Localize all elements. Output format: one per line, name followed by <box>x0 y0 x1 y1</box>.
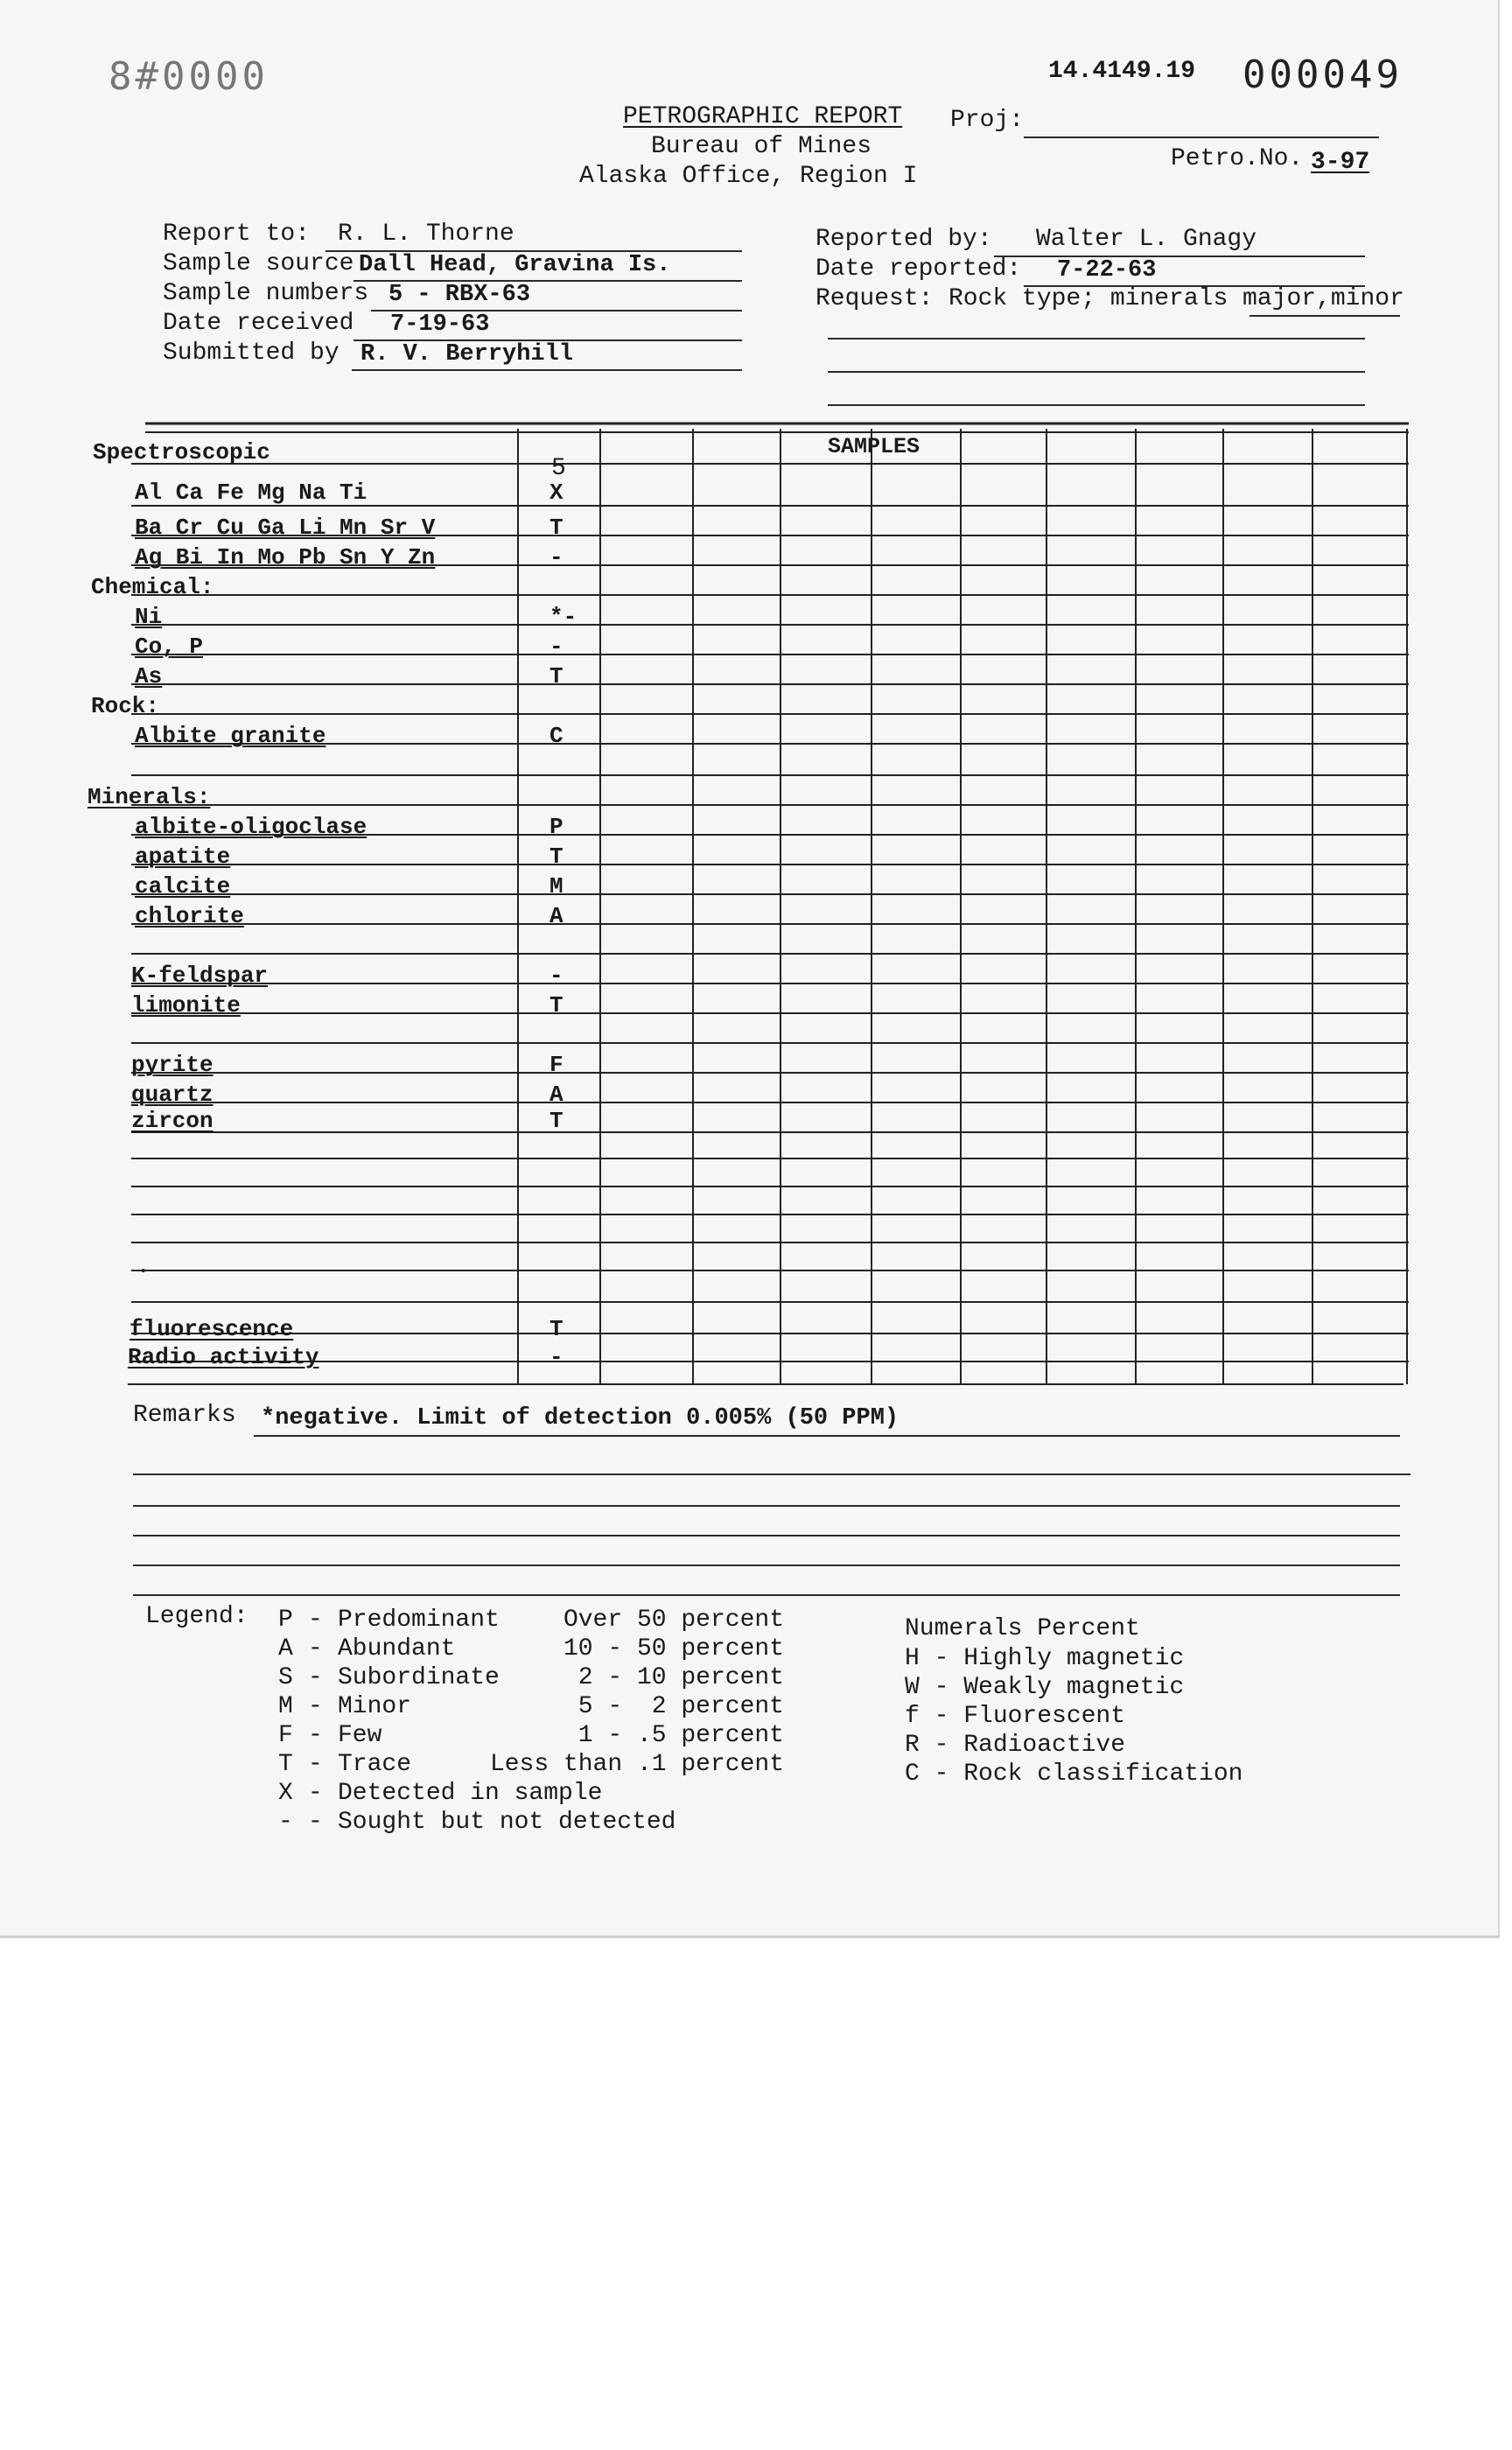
samples-header: SAMPLES <box>828 434 920 459</box>
row-label: albite-oligoclase <box>135 814 368 840</box>
reference-number: 14.4149.19 <box>1048 58 1196 85</box>
row-label: Rock: <box>91 693 160 719</box>
sample-numbers-value: 5 - RBX-63 <box>388 282 531 308</box>
row-sample-value: T <box>550 514 564 541</box>
legend-code: F <box>278 1722 293 1749</box>
row-label: Spectroscopic <box>93 439 270 466</box>
legend-right-item: R - Radioactive <box>905 1732 1126 1759</box>
row-label: . <box>136 1253 150 1279</box>
legend-name: Subordinate <box>338 1664 500 1691</box>
row-sample-value: T <box>550 663 564 690</box>
legend-name: Predominant <box>338 1606 500 1634</box>
report-to-label: Report to: <box>163 220 311 248</box>
legend-range: 2 - 10 percent <box>578 1664 784 1691</box>
legend-range: 1 - .5 percent <box>578 1722 784 1749</box>
row-label: Al Ca Fe Mg Na Ti <box>135 480 368 506</box>
stamp-left: 8#0000 <box>108 54 269 99</box>
legend-dash: - <box>308 1751 323 1778</box>
row-label: zircon <box>131 1108 214 1134</box>
row-sample-value: T <box>550 1316 564 1342</box>
legend-code: P <box>278 1606 293 1634</box>
row-label: chlorite <box>135 903 244 929</box>
legend-name: Detected in sample <box>338 1780 603 1807</box>
row-label: limonite <box>131 992 241 1018</box>
remarks-line <box>254 1435 1400 1437</box>
stamp-right: 000049 <box>1242 52 1403 97</box>
row-sample-value: M <box>550 873 564 900</box>
row-label: Chemical: <box>91 574 214 600</box>
legend-code: M <box>278 1693 293 1720</box>
row-label: apatite <box>135 844 231 870</box>
remarks-line <box>133 1594 1400 1596</box>
row-label: As <box>135 663 163 690</box>
legend-right-item: f - Fluorescent <box>905 1703 1126 1730</box>
row-sample-value: - <box>550 634 564 660</box>
sample-column-number: 5 <box>551 455 566 482</box>
reported-by-value: Walter L. Gnagy <box>1036 226 1257 253</box>
reported-by-label: Reported by: <box>816 226 992 253</box>
sample-source-label: Sample source <box>163 250 354 277</box>
legend-code: X <box>278 1780 293 1807</box>
row-label: Ag Bi In Mo Pb Sn Y Zn <box>135 544 436 570</box>
legend-label: Legend: <box>145 1603 248 1630</box>
remarks-text: *negative. Limit of detection 0.005% (50 PPM) <box>261 1405 900 1432</box>
row-label: Albite granite <box>135 723 326 749</box>
row-label: fluorescence <box>130 1316 294 1342</box>
legend-code: - <box>278 1809 293 1836</box>
remarks-label: Remarks <box>133 1402 236 1429</box>
legend-name: Sought but not detected <box>338 1809 676 1836</box>
row-sample-value: *- <box>550 604 578 630</box>
remarks-line <box>133 1505 1400 1507</box>
petro-value: 3-97 <box>1311 149 1370 176</box>
legend-code: S <box>278 1664 293 1691</box>
row-label: quartz <box>131 1082 214 1108</box>
report-title: PETROGRAPHIC REPORT <box>623 103 903 130</box>
sample-numbers-label: Sample numbers <box>163 280 369 307</box>
date-received-label: Date received <box>163 310 354 337</box>
legend-dash: - <box>308 1722 323 1749</box>
legend-range: 10 - 50 percent <box>563 1635 784 1662</box>
legend-range: 5 - 2 percent <box>578 1693 784 1720</box>
date-reported-value: 7-22-63 <box>1057 257 1157 284</box>
legend-dash: - <box>308 1664 323 1691</box>
submitted-by-label: Submitted by <box>163 340 340 367</box>
row-label: calcite <box>135 873 231 900</box>
row-label: pyrite <box>131 1052 214 1078</box>
row-sample-value: C <box>550 723 564 749</box>
row-label: Ba Cr Cu Ga Li Mn Sr V <box>135 514 436 541</box>
submitted-by-value: R. V. Berryhill <box>360 341 574 368</box>
legend-dash: - <box>308 1693 323 1720</box>
legend-dash: - <box>308 1780 323 1807</box>
request-label: Request: <box>816 285 934 312</box>
remarks-line <box>133 1564 1400 1566</box>
row-sample-value: F <box>550 1052 564 1078</box>
proj-label: Proj: <box>950 107 1025 134</box>
sample-source-value: Dall Head, Gravina Is. <box>359 252 671 278</box>
legend-range: Less than .1 percent <box>489 1751 784 1778</box>
report-to-value: R. L. Thorne <box>338 220 514 248</box>
legend-right-item: C - Rock classification <box>905 1760 1243 1788</box>
row-sample-value: X <box>550 480 564 506</box>
row-sample-value: - <box>550 1344 564 1370</box>
row-sample-value: T <box>550 992 564 1018</box>
date-reported-label: Date reported: <box>816 256 1022 283</box>
row-label: Ni <box>135 604 163 630</box>
legend-range: Over 50 percent <box>563 1606 784 1634</box>
legend-code: T <box>278 1751 293 1778</box>
legend-dash: - <box>308 1809 323 1836</box>
petro-label: Petro.No. <box>1171 145 1304 172</box>
legend-right-item: H - Highly magnetic <box>905 1645 1185 1672</box>
row-label: Co, P <box>135 634 204 660</box>
row-label: Radio activity <box>128 1344 319 1370</box>
request-value: Rock type; minerals major,minor <box>948 285 1404 312</box>
legend-code: A <box>278 1635 293 1662</box>
legend-dash: - <box>308 1606 323 1634</box>
bureau-name: Bureau of Mines <box>651 133 872 160</box>
row-sample-value: - <box>550 544 564 570</box>
legend-name: Trace <box>338 1751 412 1778</box>
row-sample-value: T <box>550 1108 564 1134</box>
row-sample-value: - <box>550 962 564 989</box>
office-name: Alaska Office, Region I <box>579 163 918 190</box>
row-sample-value: T <box>550 844 564 870</box>
legend-right-title: Numerals Percent <box>905 1615 1140 1642</box>
row-sample-value: A <box>550 903 564 929</box>
row-label: K-feldspar <box>131 962 269 989</box>
remarks-line <box>133 1535 1400 1536</box>
legend-right-item: W - Weakly magnetic <box>905 1674 1185 1701</box>
remarks-line <box>133 1474 1410 1475</box>
row-sample-value: A <box>550 1082 564 1108</box>
legend-name: Minor <box>338 1693 412 1720</box>
legend-dash: - <box>308 1635 323 1662</box>
row-label: Minerals: <box>88 784 211 810</box>
date-received-value: 7-19-63 <box>390 312 490 338</box>
legend-name: Abundant <box>338 1635 456 1662</box>
row-sample-value: P <box>550 814 564 840</box>
legend-name: Few <box>338 1722 382 1749</box>
